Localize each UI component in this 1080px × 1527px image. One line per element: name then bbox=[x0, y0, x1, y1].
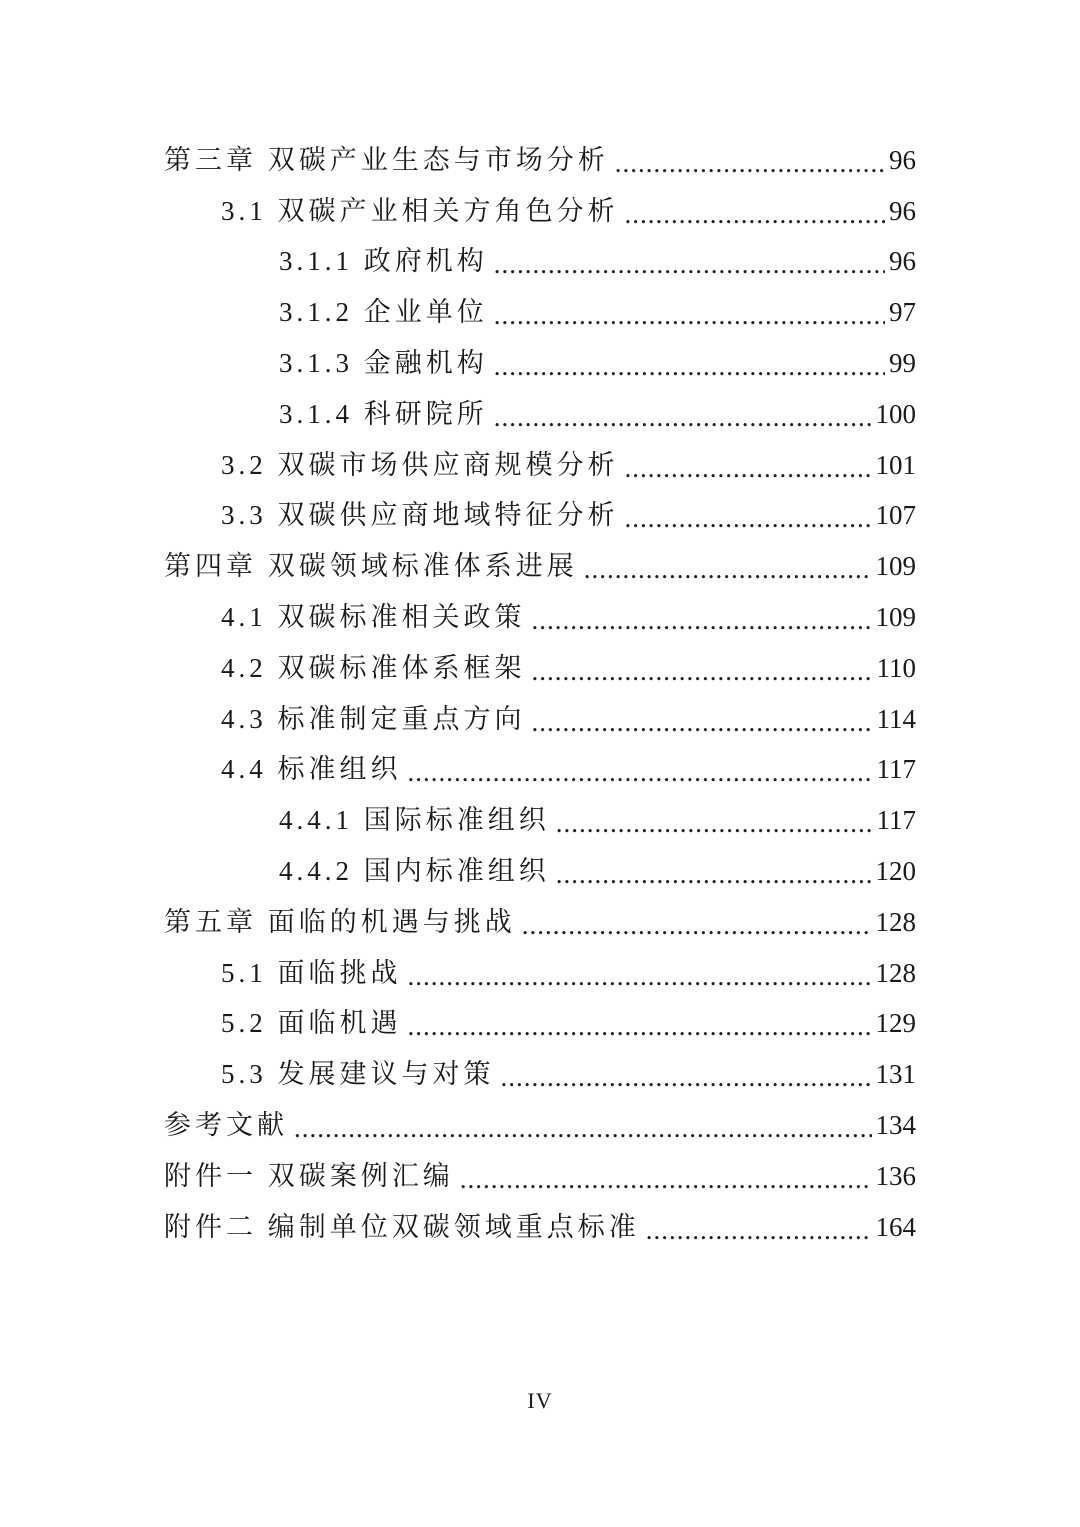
toc-entry-label: 附件一 双碳案例汇编 bbox=[164, 1160, 454, 1191]
toc-leader-dots bbox=[625, 201, 886, 228]
toc-leader-dots bbox=[532, 709, 873, 736]
toc-entry-label: 4.2 双碳标准体系框架 bbox=[221, 652, 526, 683]
toc-entry-page: 97 bbox=[889, 297, 916, 328]
toc-entry-label: 5.1 面临挑战 bbox=[221, 957, 402, 988]
toc-entry-page: 96 bbox=[889, 246, 916, 277]
toc-entry-label: 附件二 编制单位双碳领域重点标准 bbox=[164, 1211, 640, 1242]
toc-entry bbox=[0, 338, 1080, 389]
toc-entry bbox=[0, 897, 1080, 948]
toc-leader-dots bbox=[501, 1064, 872, 1091]
toc-entry-page: 117 bbox=[876, 754, 916, 785]
toc-entry-page: 129 bbox=[875, 1008, 916, 1039]
toc-leader-dots bbox=[556, 810, 873, 837]
toc-entry bbox=[0, 1100, 1080, 1151]
toc-entry bbox=[0, 389, 1080, 440]
toc-entry bbox=[0, 948, 1080, 999]
toc-entry-label: 5.3 发展建议与对策 bbox=[221, 1059, 495, 1090]
toc-entry-label: 第四章 双碳领域标准体系进展 bbox=[164, 551, 578, 582]
toc-entry-label: 4.1 双碳标准相关政策 bbox=[221, 602, 526, 633]
toc-entry bbox=[0, 440, 1080, 491]
toc-entry bbox=[0, 491, 1080, 542]
toc-leader-dots bbox=[615, 150, 885, 177]
toc-entry-label: 第三章 双碳产业生态与市场分析 bbox=[164, 144, 609, 175]
toc-leader-dots bbox=[494, 302, 885, 329]
page-number: IV bbox=[527, 1388, 553, 1413]
toc-leader-dots bbox=[408, 759, 873, 786]
toc-entry-page: 136 bbox=[875, 1160, 916, 1191]
toc-entry-label: 3.1.1 政府机构 bbox=[279, 246, 488, 277]
toc-leader-dots bbox=[460, 1166, 872, 1193]
toc-leader-dots bbox=[625, 505, 872, 532]
toc-entry bbox=[0, 1049, 1080, 1100]
toc-entry-label: 5.2 面临机遇 bbox=[221, 1008, 402, 1039]
toc-leader-dots bbox=[532, 658, 873, 685]
toc-entry-page: 110 bbox=[876, 652, 916, 683]
toc-entry-label: 4.3 标准制定重点方向 bbox=[221, 703, 526, 734]
toc-entry bbox=[0, 135, 1080, 186]
toc-leader-dots bbox=[408, 963, 872, 990]
toc-entry-page: 109 bbox=[875, 602, 916, 633]
toc-entry-page: 96 bbox=[889, 195, 916, 226]
toc-entry bbox=[0, 694, 1080, 745]
toc-entry-label: 3.2 双碳市场供应商规模分析 bbox=[221, 449, 619, 480]
toc-entry-page: 117 bbox=[876, 805, 916, 836]
toc-entry-label: 3.1 双碳产业相关方角色分析 bbox=[221, 195, 619, 226]
toc-entry-label: 3.3 双碳供应商地域特征分析 bbox=[221, 500, 619, 531]
toc-entry-page: 128 bbox=[875, 957, 916, 988]
table-of-contents bbox=[0, 135, 1080, 1253]
toc-entry-label: 4.4.2 国内标准组织 bbox=[279, 856, 550, 887]
toc-leader-dots bbox=[625, 455, 872, 482]
toc-entry bbox=[0, 287, 1080, 338]
toc-entry-page: 109 bbox=[875, 551, 916, 582]
toc-leader-dots bbox=[556, 861, 872, 888]
toc-leader-dots bbox=[494, 353, 885, 380]
toc-entry-page: 107 bbox=[875, 500, 916, 531]
toc-entry bbox=[0, 846, 1080, 897]
toc-entry-page: 134 bbox=[875, 1110, 916, 1141]
toc-entry bbox=[0, 795, 1080, 846]
toc-entry bbox=[0, 237, 1080, 288]
toc-leader-dots bbox=[294, 1115, 872, 1142]
toc-entry-label: 4.4 标准组织 bbox=[221, 754, 402, 785]
toc-leader-dots bbox=[494, 251, 885, 278]
toc-entry-page: 96 bbox=[889, 144, 916, 175]
toc-leader-dots bbox=[408, 1013, 872, 1040]
toc-entry bbox=[0, 1151, 1080, 1202]
toc-entry-label: 3.1.3 金融机构 bbox=[279, 348, 488, 379]
toc-entry bbox=[0, 745, 1080, 796]
toc-entry-page: 114 bbox=[876, 703, 916, 734]
toc-entry-page: 128 bbox=[875, 906, 916, 937]
toc-entry bbox=[0, 186, 1080, 237]
toc-entry-page: 120 bbox=[875, 856, 916, 887]
toc-entry-label: 3.1.2 企业单位 bbox=[279, 297, 488, 328]
toc-entry bbox=[0, 1202, 1080, 1253]
toc-entry-label: 3.1.4 科研院所 bbox=[279, 398, 488, 429]
toc-entry bbox=[0, 643, 1080, 694]
toc-leader-dots bbox=[532, 607, 872, 634]
toc-entry-label: 参考文献 bbox=[164, 1110, 288, 1141]
toc-entry bbox=[0, 541, 1080, 592]
toc-entry-label: 第五章 面临的机遇与挑战 bbox=[164, 906, 516, 937]
toc-leader-dots bbox=[522, 912, 872, 939]
toc-entry-page: 101 bbox=[875, 449, 916, 480]
toc-entry bbox=[0, 592, 1080, 643]
toc-leader-dots bbox=[646, 1217, 872, 1244]
toc-entry-page: 131 bbox=[875, 1059, 916, 1090]
toc-entry-page: 164 bbox=[875, 1211, 916, 1242]
toc-leader-dots bbox=[584, 556, 872, 583]
toc-entry-page: 100 bbox=[875, 398, 916, 429]
toc-entry-page: 99 bbox=[889, 348, 916, 379]
toc-entry-label: 4.4.1 国际标准组织 bbox=[279, 805, 550, 836]
toc-entry bbox=[0, 999, 1080, 1050]
toc-leader-dots bbox=[494, 404, 872, 431]
